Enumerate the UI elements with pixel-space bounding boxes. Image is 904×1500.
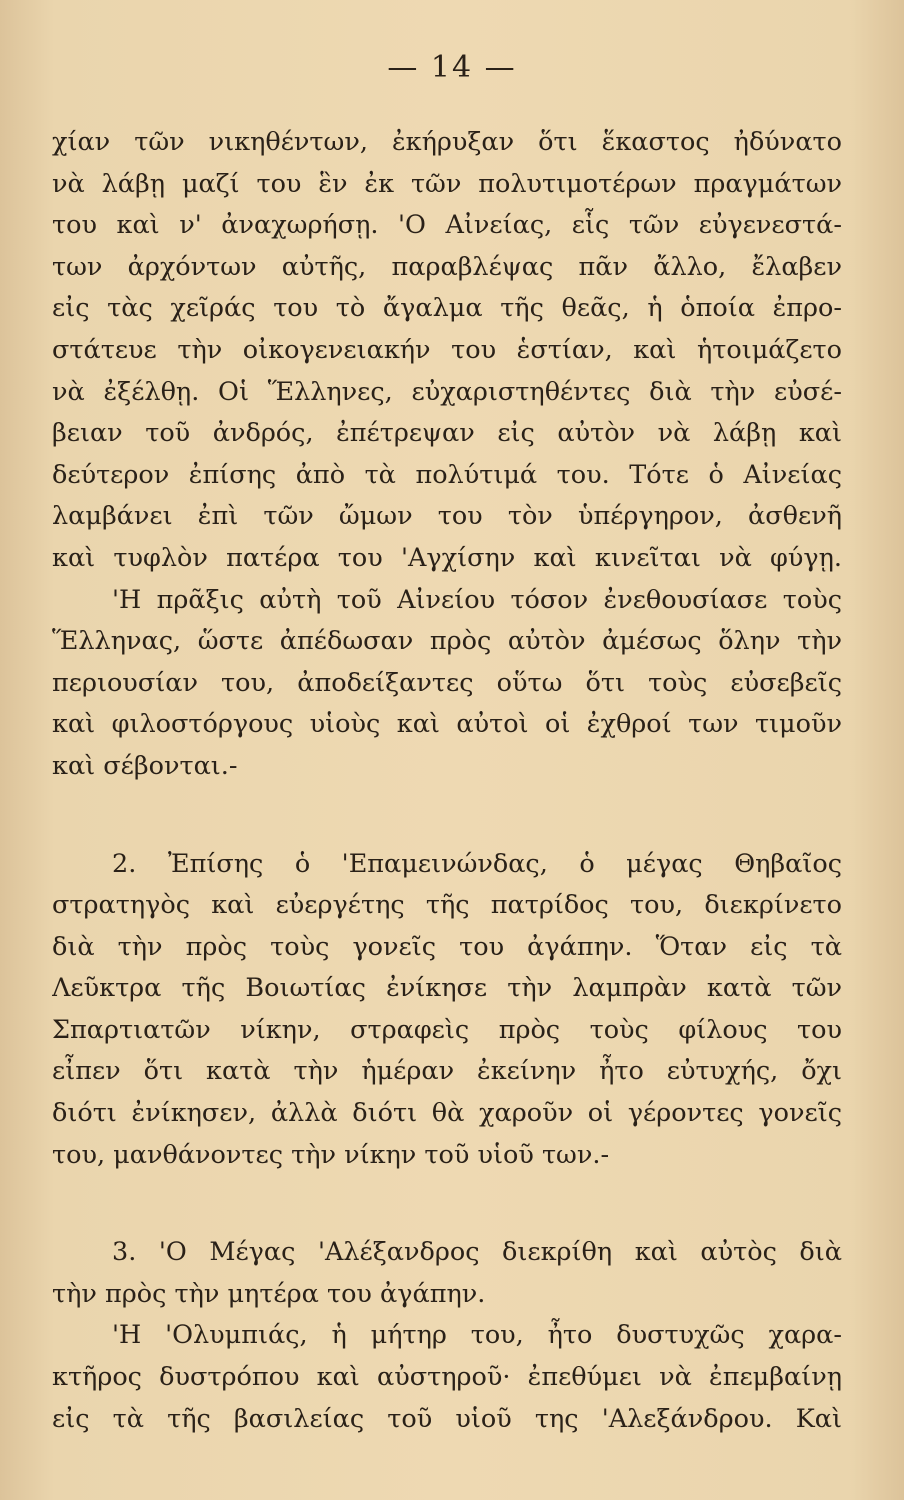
paragraph-3 <box>52 844 842 1177</box>
paragraph-2 <box>52 580 842 788</box>
text-line: των ἀρχόντων αὐτῆς, παραβλέψας πᾶν ἄλλο, ἔλαβεν <box>52 251 842 282</box>
text-line: τὴν πρὸς τὴν μητέρα του ἀγάπην. <box>52 1278 486 1309</box>
page-number: — 14 — <box>387 50 517 85</box>
text-line: διότι ἐνίκησεν, ἀλλὰ διότι θὰ χαροῦν οἱ γέροντες γονεῖς <box>52 1098 842 1129</box>
text-line: 3. 'Ο Μέγας 'Αλέξανδρος διεκρίθη καὶ αὐτὸς διὰ <box>112 1237 842 1268</box>
text-line: εἶπεν ὅτι κατὰ τὴν ἡμέραν ἐκείνην ἦτο εὐτυχής, ὄχι <box>52 1056 842 1087</box>
text-line: του καὶ ν' ἀναχωρήσῃ. 'Ο Αἰνείας, εἷς τῶν εὐγενεστά- <box>52 210 842 241</box>
text-line: κτῆρος δυστρόπου καὶ αὐστηροῦ· ἐπεθύμει νὰ ἐπεμβαίνῃ <box>52 1362 842 1393</box>
text-line: περιουσίαν του, ἀποδείξαντες οὕτω ὅτι τοὺς εὐσεβεῖς <box>52 667 842 698</box>
text-line: νὰ ἐξέλθῃ. Οἱ Ἕλληνες, εὐχαριστηθέντες διὰ τὴν εὐσέ- <box>52 376 842 407</box>
paragraph-1 <box>52 122 842 580</box>
page-text <box>52 122 842 1440</box>
text-line: του, μανθάνοντες τὴν νίκην τοῦ υἱοῦ των.- <box>52 1139 610 1170</box>
paragraph-5 <box>52 1315 842 1440</box>
text-line: καὶ τυφλὸν πατέρα του 'Αγχίσην καὶ κινεῖται νὰ φύγῃ. <box>52 542 842 573</box>
text-line: χίαν τῶν νικηθέντων, ἐκήρυξαν ὅτι ἕκαστος ἠδύνατο <box>52 127 842 157</box>
text-line: 'Η πρᾶξις αὐτὴ τοῦ Αἰνείου τόσον ἐνεθουσίασε τοὺς <box>112 584 842 615</box>
text-line: καὶ φιλοστόργους υἱοὺς καὶ αὐτοὶ οἱ ἐχθροί των τιμοῦν <box>52 709 842 740</box>
text-line: 'Η 'Ολυμπιάς, ἡ μήτηρ του, ἦτο δυστυχῶς χαρα- <box>112 1320 842 1351</box>
text-line: καὶ σέβονται.- <box>52 750 238 781</box>
text-line: εἰς τὰ τῆς βασιλείας τοῦ υἱοῦ της 'Αλεξάνδρου. Καὶ <box>52 1403 842 1434</box>
text-line: Λεῦκτρα τῆς Βοιωτίας ἐνίκησε τὴν λαμπρὰν κατὰ τῶν <box>52 973 842 1004</box>
paragraph-gap <box>52 1176 842 1232</box>
text-line: δεύτερον ἐπίσης ἀπὸ τὰ πολύτιμά του. Τότε ὁ Αἰνείας <box>52 459 842 490</box>
text-line: 2. Ἐπίσης ὁ 'Επαμεινώνδας, ὁ μέγας Θηβαῖος <box>112 848 842 879</box>
text-line: λαμβάνει ἐπὶ τῶν ὤμων του τὸν ὑπέργηρον, ἀσθενῆ <box>52 501 842 532</box>
text-line: βειαν τοῦ ἀνδρός, ἐπέτρεψαν εἰς αὐτὸν νὰ λάβῃ καὶ <box>52 418 842 449</box>
text-line: Σπαρτιατῶν νίκην, στραφεὶς πρὸς τοὺς φίλους του <box>52 1014 842 1045</box>
text-line: διὰ τὴν πρὸς τοὺς γονεῖς του ἀγάπην. Ὅταν εἰς τὰ <box>52 931 842 962</box>
text-line: νὰ λάβῃ μαζί του ἓν ἐκ τῶν πολυτιμοτέρων πραγμάτων <box>52 168 842 199</box>
text-line: εἰς τὰς χεῖράς του τὸ ἄγαλμα τῆς θεᾶς, ἡ ὁποία ἐπρο- <box>52 293 842 324</box>
text-line: Ἕλληνας, ὥστε ἀπέδωσαν πρὸς αὐτὸν ἀμέσως ὅλην τὴν <box>52 626 842 657</box>
paragraph-4 <box>52 1232 842 1315</box>
text-line: στρατηγὸς καὶ εὐεργέτης τῆς πατρίδος του, διεκρίνετο <box>52 890 842 921</box>
paragraph-gap <box>52 788 842 844</box>
text-line: στάτευε τὴν οἰκογενειακήν του ἑστίαν, καὶ ἡτοιμάζετο <box>52 334 842 365</box>
